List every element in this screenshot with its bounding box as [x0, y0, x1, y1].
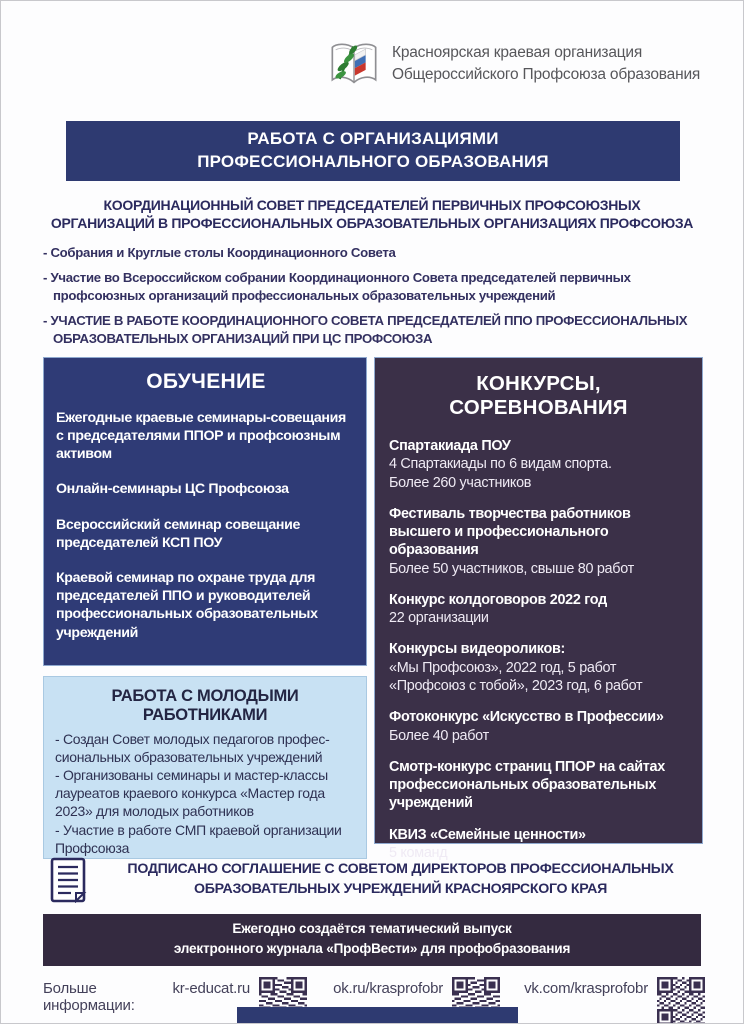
coordination-bullet: - Участие во Всероссийском собрании Координационного Совета председателей первичных профсоюзных организаций профессиональных образовательных учреждений	[43, 270, 631, 303]
contest-detail: 22 организации	[389, 610, 489, 627]
org-name-line2: Общероссийского Профсоюза образования	[392, 66, 701, 83]
page-title-line1: РАБОТА С ОРГАНИЗАЦИЯМИ	[247, 129, 499, 148]
contest-name: Фестиваль творчества работников высшего и профессионального образования	[389, 505, 631, 559]
left-column	[43, 357, 367, 856]
coordination-heading-line2: ОРГАНИЗАЦИЙ В ПРОФЕССИОНАЛЬНЫХ ОБРАЗОВАТЕЛЬНЫХ ОРГАНИЗАЦИЯХ ПРОФСОЮЗА	[50, 215, 694, 232]
coordination-bullets	[43, 244, 705, 347]
ok-link[interactable]: ok.ru/krasprofobr	[333, 979, 444, 997]
coordination-heading-line1: КООРДИНАЦИОННЫЙ СОВЕТ ПРЕДСЕДАТЕЛЕЙ ПЕРВИЧНЫХ ПРОФСОЮЗНЫХ	[103, 196, 641, 213]
agreement-text	[104, 860, 697, 900]
contest-item	[389, 708, 688, 745]
youth-work-item: - Создан Совет молодых педагогов профес-сиональных образовательных учреждений	[55, 730, 330, 765]
contest-item	[389, 591, 688, 628]
contest-detail: Более 260 участников	[389, 474, 532, 491]
youth-work-item: - Организованы семинары и мастер-классы лауреатов краевого конкурса «Мастер года 2023» для молодых работников	[55, 767, 328, 820]
training-item: Всероссийский семинар совещание председателей КСП ПОУ	[56, 516, 300, 551]
contests-title: КОНКУРСЫ, СОРЕВНОВАНИЯ	[449, 371, 628, 419]
contests-section	[374, 357, 703, 862]
youth-work-title: РАБОТА С МОЛОДЫМИ РАБОТНИКАМИ	[111, 686, 299, 724]
site-link[interactable]: kr-educat.ru	[172, 979, 251, 997]
bottom-partial-banner	[237, 1007, 518, 1023]
link-group	[524, 977, 705, 1024]
contest-name: Смотр-конкурс страниц ППОР на сайтах профессиональных образовательных учреждений	[389, 758, 665, 812]
training-title: ОБУЧЕНИЕ	[146, 369, 266, 393]
youth-work-section	[43, 676, 367, 859]
contest-name: Конкурсы видеороликов:	[389, 641, 566, 658]
training-section	[43, 357, 367, 666]
contest-name: Конкурс колдоговоров 2022 год	[389, 591, 607, 608]
contest-name: Спартакиада ПОУ	[389, 437, 511, 454]
journal-line2: электронного журнала «ПрофВести» для профобразования	[173, 941, 571, 957]
coordination-heading	[1, 196, 743, 233]
training-item: Ежегодные краевые семинары-совещания с председателями ППОР и профсоюзным активом	[56, 409, 346, 463]
contest-item	[389, 826, 688, 863]
coordination-bullet: - УЧАСТИЕ В РАБОТЕ КООРДИНАЦИОННОГО СОВЕТА ПРЕДСЕДАТЕЛЕЙ ППО ПРОФЕССИОНАЛЬНЫХ ОБРАЗОВАТЕЛЬНЫХ ОРГАНИЗАЦИЙ ПРИ ЦС ПРОФСОЮЗА	[43, 313, 688, 346]
page-title	[66, 121, 680, 181]
agreement-section	[49, 857, 697, 903]
contest-name: Фотоконкурс «Искусство в Профессии»	[389, 709, 664, 726]
vk-link[interactable]: vk.com/krasprofobr	[524, 979, 648, 997]
contest-detail: 4 Спартакиады по 6 видам спорта.	[389, 456, 612, 473]
contest-item	[389, 758, 688, 813]
org-header	[329, 37, 743, 91]
content-columns	[43, 357, 703, 862]
more-info-label: Больше информации:	[43, 979, 135, 1014]
agreement-line1: ПОДПИСАНО СОГЛАШЕНИЕ С СОВЕТОМ ДИРЕКТОРОВ ПРОФЕССИОНАЛЬНЫХ	[127, 861, 674, 878]
contest-item	[389, 437, 688, 492]
agreement-line2: ОБРАЗОВАТЕЛЬНЫХ УЧРЕЖДЕНИЙ КРАСНОЯРСКОГО КРАЯ	[193, 880, 608, 897]
org-name-line1: Красноярская краевая организация	[392, 44, 643, 62]
training-item: Онлайн-семинары ЦС Профсоюза	[56, 481, 289, 498]
qr-code	[657, 977, 705, 1024]
org-name	[392, 42, 700, 85]
contest-detail: 5 команд	[389, 845, 448, 862]
contest-detail: Более 40 работ	[389, 727, 489, 744]
training-item: Краевой семинар по охране труда для председателей ППО и руководителей профессиональных образовательных учреждений	[56, 569, 318, 641]
contest-item	[389, 505, 688, 578]
youth-work-item: - Участие в работе СМП краевой организации Профсоюза	[55, 821, 342, 856]
union-logo-icon	[329, 37, 379, 91]
journal-line1: Ежегодно создаётся тематический выпуск	[232, 920, 512, 936]
contest-detail: «Мы Профсоюз», 2022 год, 5 работ	[389, 659, 617, 676]
coordination-bullet: - Собрания и Круглые столы Координационного Совета	[43, 244, 396, 260]
contest-item	[389, 640, 688, 695]
document-icon	[49, 857, 89, 903]
journal-banner	[43, 914, 701, 966]
contest-name: КВИЗ «Семейные ценности»	[389, 826, 586, 843]
contest-detail: Более 50 участников, свыше 80 работ	[389, 560, 634, 577]
page-title-line2: ПРОФЕССИОНАЛЬНОГО ОБРАЗОВАНИЯ	[197, 152, 549, 172]
contest-detail: «Профсоюз с тобой», 2023 год, 6 работ	[389, 678, 643, 695]
